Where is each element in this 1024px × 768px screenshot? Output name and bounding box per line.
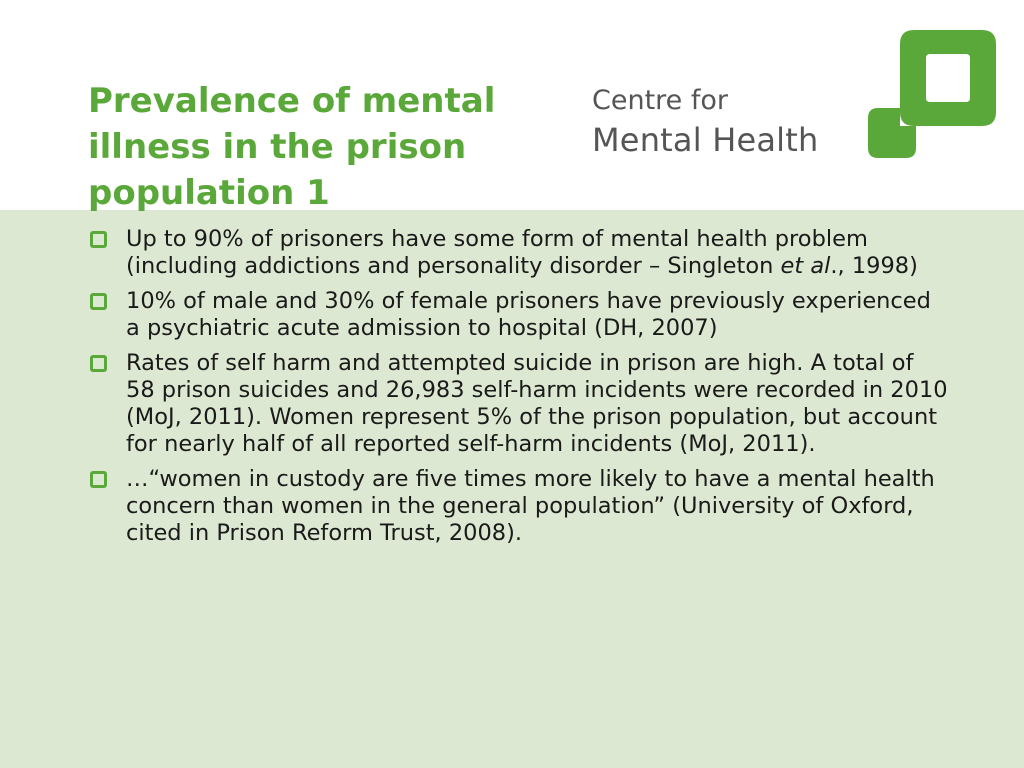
bullet-item xyxy=(88,466,948,547)
bullet-item xyxy=(88,350,948,458)
bullet-item xyxy=(88,226,948,280)
bullet-text-part: ., 1998) xyxy=(830,253,918,279)
centre-for-mental-health-logo-icon xyxy=(866,28,998,162)
bullet-text: Rates of self harm and attempted suicide in prison are high. A total of 58 prison suicides and 26,983 self-harm incidents were recorded in 2010 (MoJ, 2011). Women represent 5% of the prison population, but account for nearly half of all reported self-harm incidents (MoJ, 2011). xyxy=(126,350,948,457)
bullet-text-part: Up to 90% of prisoners have some form of mental health problem (including addictions and personality disorder – Singleton xyxy=(126,226,868,279)
logo-line-mental-health: Mental Health xyxy=(592,121,819,159)
logo-wordmark xyxy=(592,84,818,162)
bullet-list xyxy=(88,226,948,555)
bullet-text xyxy=(126,226,948,280)
bullet-square-icon xyxy=(90,355,107,372)
bullet-text-italic: et al xyxy=(780,253,831,279)
slide-title: Prevalence of mental illness in the prison population 1 xyxy=(88,81,496,213)
logo-line-centre-for: Centre for xyxy=(592,85,728,116)
bullet-text: …“women in custody are five times more likely to have a mental health concern than women in the general population” (University of Oxford, cited in Prison Reform Trust, 2008). xyxy=(126,466,935,546)
bullet-square-icon xyxy=(90,471,107,488)
bullet-square-icon xyxy=(90,231,107,248)
bullet-text: 10% of male and 30% of female prisoners have previously experienced a psychiatric acute admission to hospital (DH, 2007) xyxy=(126,288,931,341)
bullet-square-icon xyxy=(90,293,107,310)
bullet-item xyxy=(88,288,948,342)
